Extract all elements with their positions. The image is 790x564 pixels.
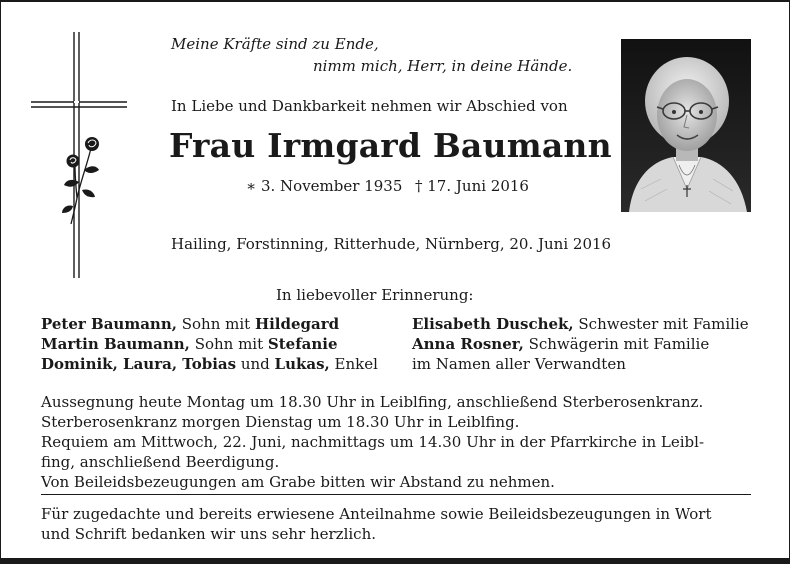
divider: [41, 494, 751, 495]
service-line: Von Beileidsbezeugungen am Grabe bitten wir Abstand zu nehmen.: [41, 473, 555, 491]
service-info: [41, 392, 704, 492]
service-line: Aussegnung heute Montag um 18.30 Uhr in Leiblfing, anschließend Sterberosenkranz.: [41, 393, 704, 411]
portrait-photo: [621, 39, 751, 212]
family-member-line: Peter Baumann, Sohn mit Hildegard: [41, 315, 340, 333]
family-member-line: Anna Rosner, Schwägerin mit Familie: [412, 335, 710, 353]
family-member-line: im Namen aller Verwandten: [412, 355, 626, 373]
memory-heading: In liebevoller Erinnerung:: [276, 286, 474, 304]
service-line: fing, anschließend Beerdigung.: [41, 453, 280, 471]
intro-text: In Liebe und Dankbarkeit nehmen wir Abschied von: [171, 97, 568, 115]
family-right-column: [412, 314, 749, 374]
family-member-line: Martin Baumann, Sohn mit Stefanie: [41, 335, 338, 353]
service-line: Sterberosenkranz morgen Dienstag um 18.30 Uhr in Leiblfing.: [41, 413, 520, 431]
service-line: Requiem am Mittwoch, 22. Juni, nachmittags um 14.30 Uhr in der Pfarrkirche in Leibl-: [41, 433, 705, 451]
family-member-line: Elisabeth Duschek, Schwester mit Familie: [412, 315, 749, 333]
family-member-line: Dominik, Laura, Tobias und Lukas, Enkel: [41, 355, 378, 373]
cross-with-roses-icon: [29, 30, 129, 280]
thanks-text: [41, 504, 712, 544]
quote-line-2: nimm mich, Herr, in deine Hände.: [313, 57, 573, 75]
death-date: † 17. Juni 2016: [415, 177, 529, 195]
thanks-line: Für zugedachte und bereits erwiesene Anteilnahme sowie Beileidsbezeugungen in Wort: [41, 505, 712, 523]
family-left-column: [41, 314, 378, 374]
thanks-line: und Schrift bedanken wir uns sehr herzlich.: [41, 525, 376, 543]
deceased-name: Frau Irmgard Baumann: [169, 126, 612, 165]
places-date-line: Hailing, Forstinning, Ritterhude, Nürnberg, 20. Juni 2016: [171, 235, 612, 253]
quote-line-1: Meine Kräfte sind zu Ende,: [171, 35, 379, 53]
birth-date: ∗ 3. November 1935: [246, 177, 403, 195]
